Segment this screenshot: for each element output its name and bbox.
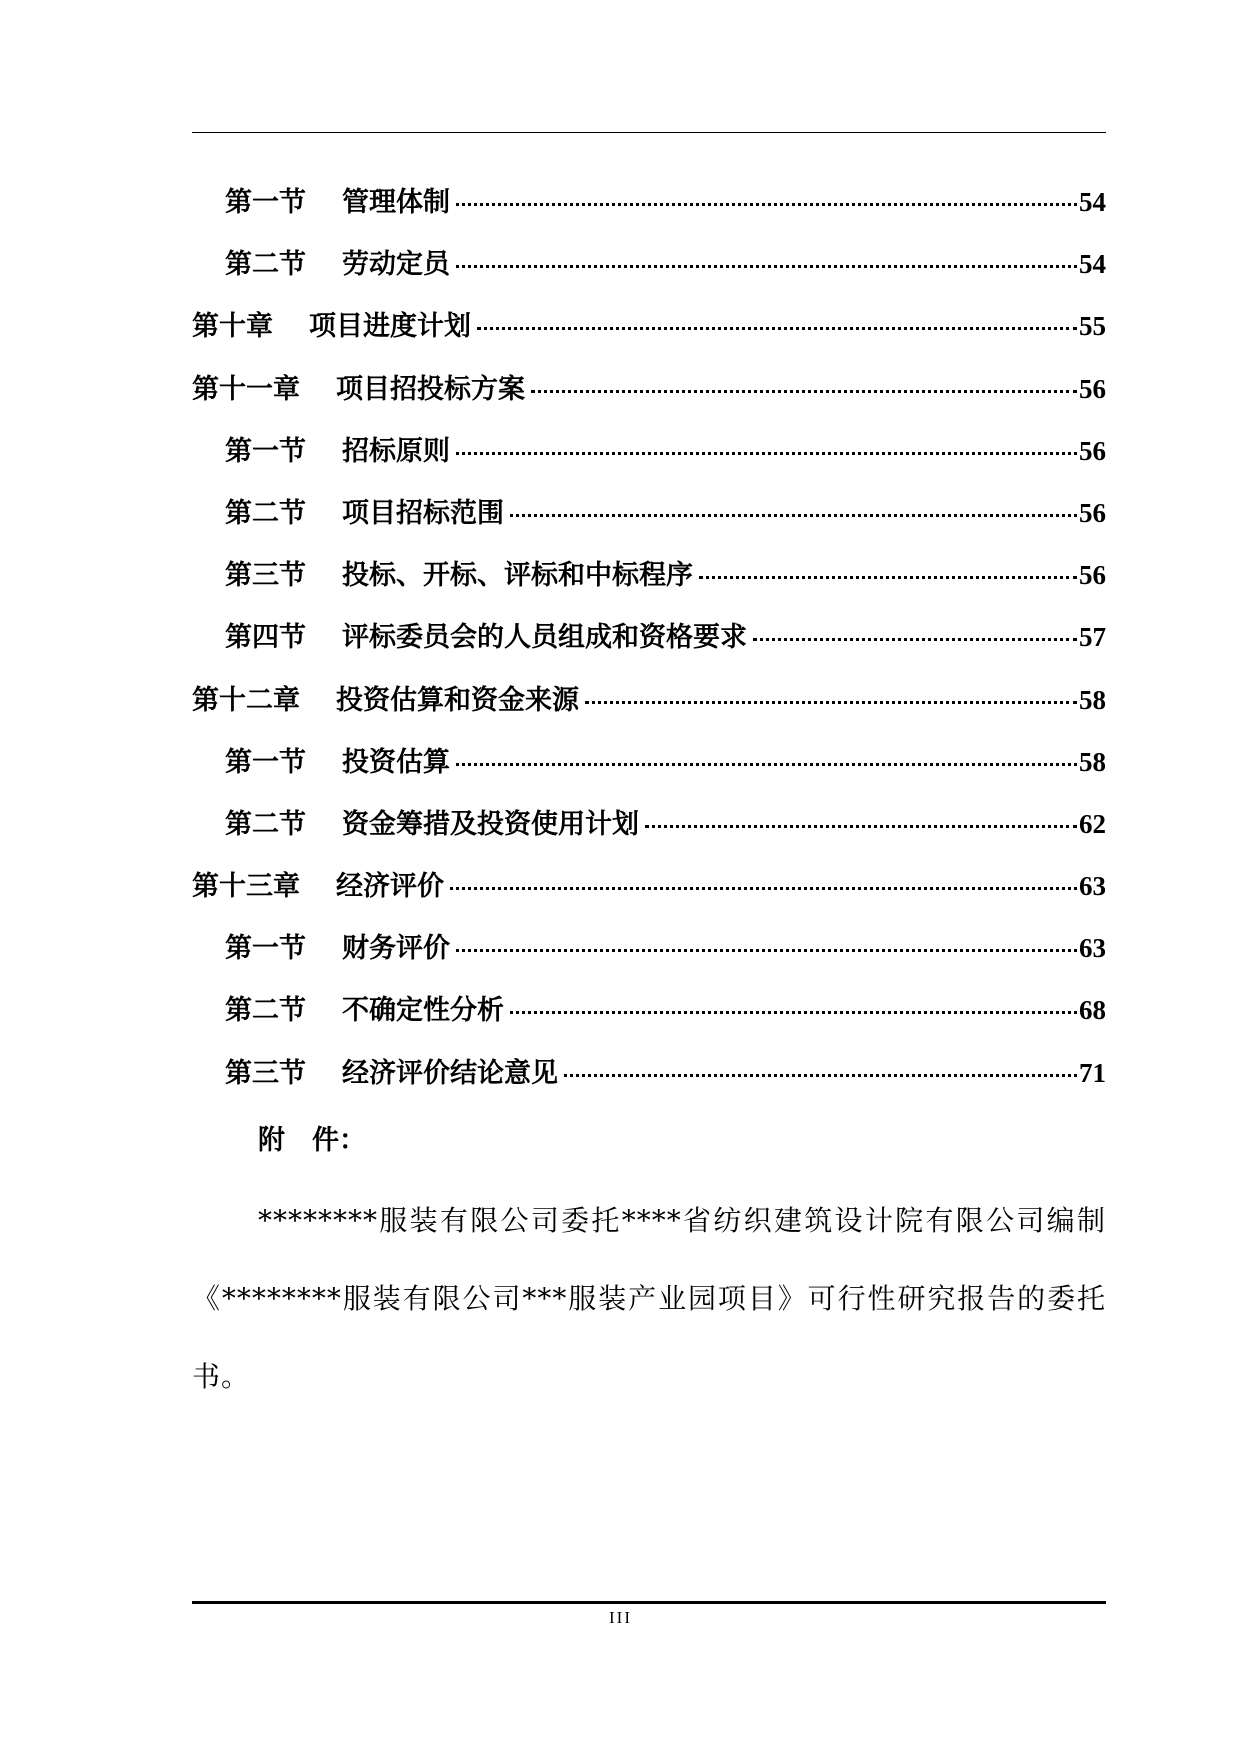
toc-entry-label: 第一节	[225, 746, 306, 778]
toc-entry-title: 管理体制	[342, 187, 450, 218]
toc-entry-title: 项目进度计划	[309, 311, 471, 343]
toc-entry[interactable]	[192, 429, 1106, 491]
toc-entry-label: 第十三章	[192, 871, 300, 903]
toc-dot-leader	[456, 265, 1077, 268]
toc-entry-label: 第二节	[225, 995, 306, 1027]
toc-entry-page: 58	[1079, 746, 1106, 777]
toc-entry-label: 第二节	[225, 808, 306, 840]
toc-entry-label: 第一节	[225, 187, 306, 218]
toc-entry-page: 62	[1079, 808, 1106, 839]
toc-dot-leader	[510, 514, 1077, 517]
toc-entry-label: 第二节	[225, 497, 306, 529]
toc-entry[interactable]	[192, 242, 1106, 304]
toc-entry-page: 57	[1079, 622, 1106, 653]
page-number: III	[609, 1608, 632, 1627]
toc-entry-label: 第三节	[225, 560, 306, 592]
toc-entry-label: 第一节	[225, 933, 306, 965]
toc-entry-title: 评标委员会的人员组成和资格要求	[342, 622, 747, 654]
toc-entry-label: 第十章	[192, 311, 273, 343]
toc-entry-label: 第十一章	[192, 373, 300, 405]
toc-entry-page: 63	[1079, 933, 1106, 964]
toc-entry-title: 项目招投标方案	[336, 373, 525, 405]
toc-entry-page: 54	[1079, 249, 1106, 280]
toc-dot-leader	[477, 327, 1077, 330]
toc-entry[interactable]	[192, 740, 1106, 802]
toc-entry[interactable]	[192, 926, 1106, 988]
toc-entry-label: 第十二章	[192, 684, 300, 716]
toc-entry-page: 63	[1079, 871, 1106, 902]
toc-entry-title: 投资估算和资金来源	[336, 684, 579, 716]
toc-entry-page: 68	[1079, 995, 1106, 1026]
toc-entry-title: 劳动定员	[342, 249, 450, 281]
toc-dot-leader	[510, 1011, 1077, 1014]
toc-dot-leader	[753, 638, 1077, 641]
toc-dot-leader	[456, 763, 1077, 766]
table-of-contents	[192, 180, 1106, 1113]
toc-entry-page: 56	[1079, 373, 1106, 404]
attachment-body: ********服装有限公司委托****省纺织建筑设计院有限公司编制《********服装有限公司***服装产业园项目》可行性研究报告的委托书。	[192, 1204, 1106, 1393]
toc-entry-title: 经济评价	[336, 871, 444, 903]
toc-entry[interactable]	[192, 367, 1106, 429]
toc-entry[interactable]	[192, 180, 1106, 242]
toc-entry-page: 55	[1079, 311, 1106, 342]
toc-dot-leader	[585, 701, 1077, 704]
toc-entry-title: 项目招标范围	[342, 497, 504, 529]
attachment-heading: 附 件：	[258, 1125, 366, 1156]
toc-entry-page: 56	[1079, 435, 1106, 466]
toc-entry-label: 第四节	[225, 622, 306, 654]
toc-entry[interactable]	[192, 491, 1106, 553]
toc-entry[interactable]	[192, 864, 1106, 926]
toc-entry-title: 投标、开标、评标和中标程序	[342, 560, 693, 592]
toc-entry-page: 54	[1079, 187, 1106, 217]
footer-rule	[192, 1601, 1106, 1604]
toc-entry[interactable]	[192, 615, 1106, 677]
toc-dot-leader	[456, 203, 1077, 206]
toc-entry-title: 资金筹措及投资使用计划	[342, 808, 639, 840]
toc-entry-label: 第三节	[225, 1057, 306, 1089]
toc-entry-page: 56	[1079, 560, 1106, 591]
toc-entry-page: 56	[1079, 497, 1106, 528]
toc-dot-leader	[564, 1074, 1077, 1077]
toc-entry-page: 58	[1079, 684, 1106, 715]
toc-dot-leader	[456, 452, 1077, 455]
toc-dot-leader	[456, 949, 1077, 952]
toc-entry[interactable]	[192, 553, 1106, 615]
toc-dot-leader	[645, 825, 1077, 828]
header-rule	[192, 132, 1106, 133]
toc-entry[interactable]	[192, 802, 1106, 864]
toc-entry-title: 经济评价结论意见	[342, 1057, 558, 1089]
toc-entry-title: 投资估算	[342, 746, 450, 778]
toc-entry[interactable]	[192, 1051, 1106, 1113]
toc-entry-title: 不确定性分析	[342, 995, 504, 1027]
toc-entry[interactable]	[192, 678, 1106, 740]
toc-dot-leader	[450, 887, 1077, 890]
toc-entry-label: 第二节	[225, 249, 306, 281]
toc-entry[interactable]	[192, 304, 1106, 366]
toc-entry-page: 71	[1079, 1057, 1106, 1088]
toc-dot-leader	[699, 576, 1077, 579]
toc-entry-title: 招标原则	[342, 435, 450, 467]
toc-entry[interactable]	[192, 988, 1106, 1050]
toc-entry-label: 第一节	[225, 435, 306, 467]
toc-entry-title: 财务评价	[342, 933, 450, 965]
toc-dot-leader	[531, 390, 1077, 393]
